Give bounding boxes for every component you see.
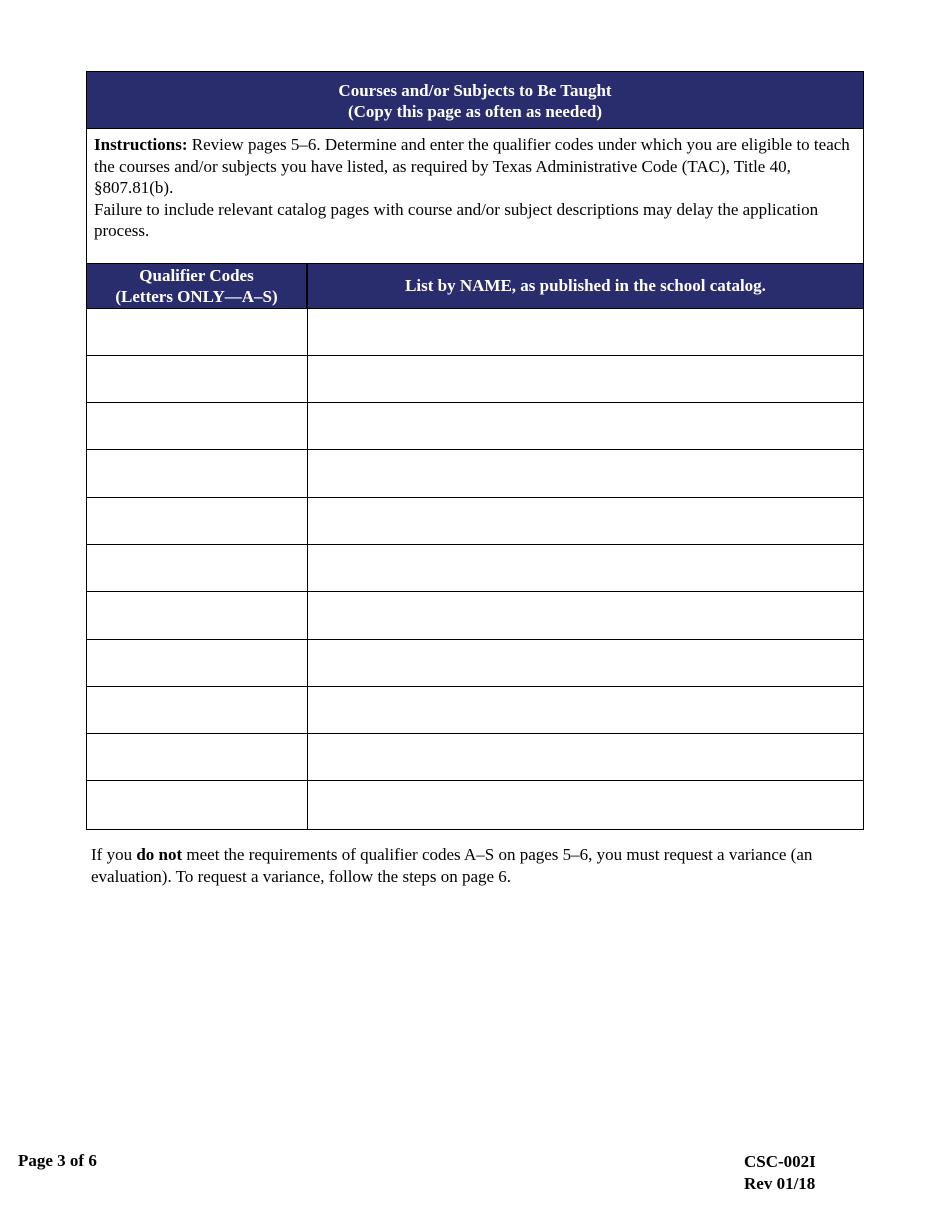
course-name-field[interactable]: [308, 781, 863, 828]
variance-note-pre: If you: [91, 845, 137, 864]
course-name-field[interactable]: [308, 356, 863, 402]
instructions: [87, 129, 863, 264]
course-name-field[interactable]: [308, 640, 863, 686]
table-row: [87, 781, 863, 828]
qualifier-codes-header-line1: Qualifier Codes: [139, 265, 254, 285]
qualifier-code-field[interactable]: [87, 592, 308, 638]
instructions-warning: Failure to include relevant catalog pages with course and/or subject descriptions may delay the application process.: [94, 199, 819, 240]
qualifier-code-field[interactable]: [87, 781, 308, 828]
qualifier-code-field[interactable]: [87, 403, 308, 449]
qualifier-codes-header-line2: (Letters ONLY—A–S): [115, 286, 278, 306]
qualifier-code-field[interactable]: [87, 734, 308, 780]
course-name-field[interactable]: [308, 545, 863, 591]
form-title: [87, 72, 863, 129]
course-name-field[interactable]: [308, 687, 863, 733]
table-row: [87, 356, 863, 403]
form-id: CSC-002I: [744, 1152, 816, 1171]
table-row: [87, 403, 863, 450]
courses-form: [86, 71, 864, 830]
table-row: [87, 592, 863, 639]
qualifier-code-field[interactable]: [87, 356, 308, 402]
table-body: [87, 309, 863, 829]
instructions-text: Review pages 5–6. Determine and enter the qualifier codes under which you are eligible to teach the courses and/or subjects you have listed, as required by Texas Administrative Code (TAC), Title 40, §807.81(b).: [94, 135, 850, 197]
course-name-field[interactable]: [308, 403, 863, 449]
qualifier-code-field[interactable]: [87, 450, 308, 496]
table-row: [87, 309, 863, 356]
variance-note: [91, 844, 861, 888]
variance-note-bold: do not: [136, 845, 183, 864]
course-name-field[interactable]: [308, 498, 863, 544]
form-id-block: [744, 1151, 816, 1195]
qualifier-code-field[interactable]: [87, 640, 308, 686]
qualifier-codes-header: [87, 264, 308, 308]
qualifier-code-field[interactable]: [87, 687, 308, 733]
variance-note-post: meet the requirements of qualifier codes A–S on pages 5–6, you must request a variance (an evaluation). To request a variance, follow the steps on page 6.: [91, 845, 813, 886]
course-name-field[interactable]: [308, 592, 863, 638]
qualifier-code-field[interactable]: [87, 309, 308, 355]
course-name-header: List by NAME, as published in the school catalog.: [405, 275, 766, 295]
table-row: [87, 687, 863, 734]
course-name-field[interactable]: [308, 450, 863, 496]
form-title-line1: Courses and/or Subjects to Be Taught: [338, 81, 612, 100]
table-header: [87, 264, 863, 309]
qualifier-code-field[interactable]: [87, 545, 308, 591]
table-row: [87, 498, 863, 545]
instructions-label: Instructions:: [94, 135, 188, 154]
form-title-line2: (Copy this page as often as needed): [347, 102, 603, 121]
table-row: [87, 640, 863, 687]
table-row: [87, 450, 863, 497]
qualifier-code-field[interactable]: [87, 498, 308, 544]
table-row: [87, 734, 863, 781]
course-name-field[interactable]: [308, 309, 863, 355]
course-name-field[interactable]: [308, 734, 863, 780]
page-number: Page 3 of 6: [18, 1151, 97, 1170]
table-row: [87, 545, 863, 592]
form-revision: Rev 01/18: [744, 1174, 816, 1193]
